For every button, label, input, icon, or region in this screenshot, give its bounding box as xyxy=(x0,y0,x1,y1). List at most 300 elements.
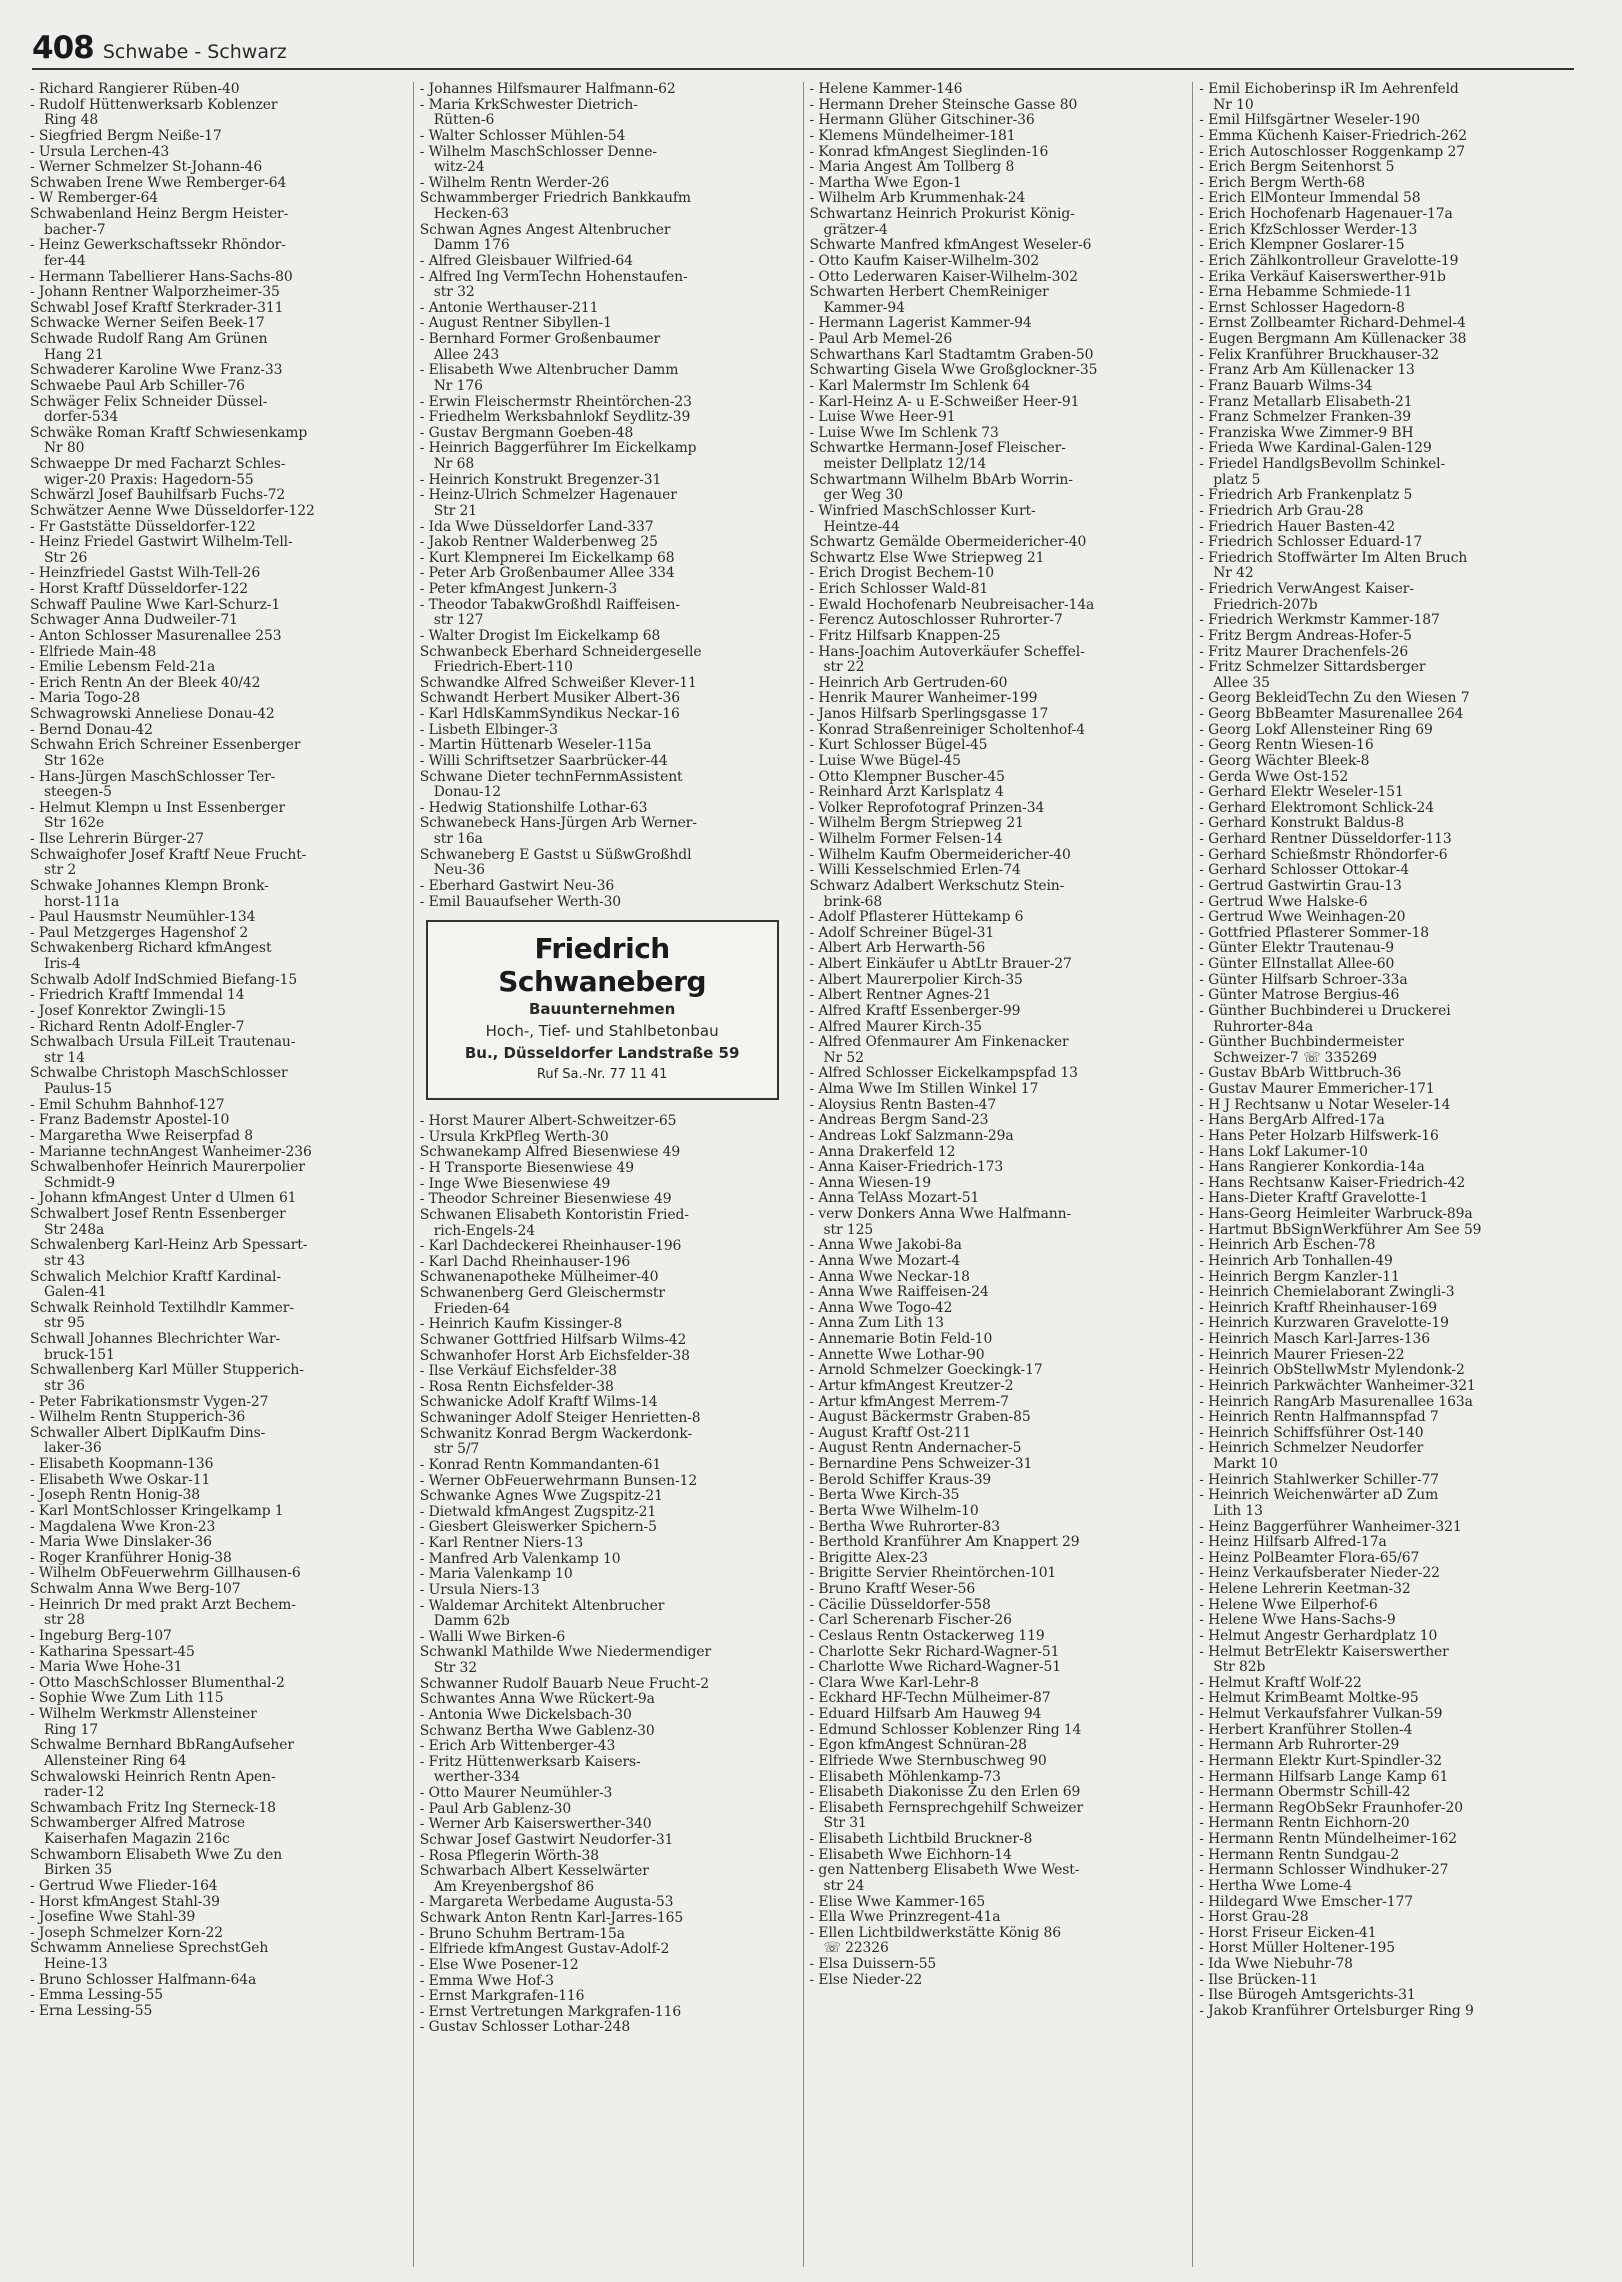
directory-entry: - Josefine Wwe Stahl-39 xyxy=(30,1910,196,1926)
directory-entry: - Elisabeth Wwe Altenbrucher Damm xyxy=(419,363,679,379)
directory-entry: - Elisabeth Lichtbild Bruckner-8 xyxy=(809,1832,1033,1847)
directory-entry: Schwan Agnes Angest Altenbrucher xyxy=(419,222,671,238)
directory-entry: Schwalbach Ursula FilLeit Trautenau- xyxy=(30,1035,296,1051)
directory-entry: - Emma Lessing-55 xyxy=(30,1988,163,2004)
directory-entry: Schwanekamp Alfred Biesenwiese 49 xyxy=(419,1145,681,1161)
directory-entry: Schwalenberg Karl-Heinz Arb Spessart- xyxy=(30,1238,308,1254)
directory-entry: - Gertrud Wwe Flieder-164 xyxy=(30,1878,218,1894)
directory-entry: rich-Engels-24 xyxy=(433,1223,535,1239)
directory-entry: str 14 xyxy=(44,1050,85,1066)
directory-entry: - Felix Kranführer Bruckhauser-32 xyxy=(1199,347,1440,363)
directory-entry: - August Kraftf Ost-211 xyxy=(809,1425,972,1441)
directory-entry: - Otto Klempner Buscher-45 xyxy=(809,769,1005,785)
directory-entry: - Bertha Wwe Ruhrorter-83 xyxy=(809,1519,1001,1535)
directory-entry: - Egon kfmAngest Schnüran-28 xyxy=(809,1738,1027,1754)
directory-entry: Schwarting Gisela Wwe Großglockner-35 xyxy=(809,363,1098,379)
directory-entry: - Hans Lokf Lakumer-10 xyxy=(1199,1144,1368,1160)
directory-entry: Str 248a xyxy=(44,1222,105,1238)
directory-entry: - Erich ElMonteur Immendal 58 xyxy=(1199,191,1421,207)
directory-entry: - Gerhard Elektromont Schlick-24 xyxy=(1199,800,1435,816)
directory-entry: - Volker Reprofotograf Prinzen-34 xyxy=(809,800,1045,816)
directory-entry: - Heinrich Schmelzer Neudorfer xyxy=(1199,1441,1424,1457)
ad-company-name: Friedrich Schwaneberg xyxy=(498,932,707,999)
directory-entry: Schwalb Adolf IndSchmied Biefang-15 xyxy=(30,972,298,988)
directory-entry: Schwagrowski Anneliese Donau-42 xyxy=(30,707,275,722)
directory-entry: - Elisabeth Möhlenkamp-73 xyxy=(809,1769,1001,1785)
directory-entry: bacher-7 xyxy=(44,222,106,238)
directory-entry: Schwane Dieter technFernmAssistent xyxy=(419,769,683,785)
directory-entry: - Anna Wwe Togo-42 xyxy=(809,1300,953,1316)
directory-entry: - Heinrich Schiffsführer Ost-140 xyxy=(1199,1425,1424,1441)
directory-entry: - Heinrich Weichenwärter aD Zum xyxy=(1199,1488,1439,1504)
directory-entry: - Gustav BbArb Wittbruch-36 xyxy=(1199,1066,1402,1082)
directory-entry: - Maria Wwe Dinslaker-36 xyxy=(30,1535,212,1551)
directory-entry: - Gustav Bergmann Goeben-48 xyxy=(419,425,634,441)
directory-entry: Schwallenberg Karl Müller Stupperich- xyxy=(30,1363,304,1379)
directory-entry: - Heinrich Rentn Halfmannspfad 7 xyxy=(1199,1410,1439,1426)
directory-entry: - Gustav Maurer Emmericher-171 xyxy=(1199,1082,1435,1097)
directory-entry: Schwanitz Konrad Bergm Wackerdonk- xyxy=(419,1426,693,1442)
directory-entry: Schwärzl Josef Bauhilfsarb Fuchs-72 xyxy=(30,488,286,504)
directory-entry: str 125 xyxy=(823,1222,874,1238)
directory-column-2 xyxy=(413,82,803,2267)
directory-entry: - August Bäckermstr Graben-85 xyxy=(809,1410,1031,1426)
directory-entry: Str 32 xyxy=(433,1661,477,1676)
directory-entry: - Friedrich Stoffwärter Im Alten Bruch xyxy=(1199,550,1468,566)
directory-entry: - Ursula Lerchen-43 xyxy=(30,144,170,160)
directory-entry: Schwar Josef Gastwirt Neudorfer-31 xyxy=(419,1832,674,1848)
directory-entry: - Gertrud Wwe Halske-6 xyxy=(1199,894,1368,910)
directory-entry: - Helmut Klempn u Inst Essenberger xyxy=(30,800,286,816)
directory-entry: - Günter ElInstallat Allee-60 xyxy=(1199,957,1395,972)
directory-entry: - Charlotte Sekr Richard-Wagner-51 xyxy=(809,1644,1060,1660)
directory-entry: - Emil Eichoberinsp iR Im Aehrenfeld xyxy=(1199,82,1459,97)
directory-entry: - Heinz Verkaufsberater Nieder-22 xyxy=(1199,1566,1440,1582)
directory-entry: - Richard Rangierer Rüben-40 xyxy=(30,82,240,97)
directory-entry: - Arnold Schmelzer Goeckingk-17 xyxy=(809,1363,1043,1379)
directory-entry: - Adolf Schreiner Bügel-31 xyxy=(809,925,995,941)
directory-entry: - Konrad Rentn Kommandanten-61 xyxy=(419,1457,662,1473)
ad-business-type: Bauunternehmen xyxy=(528,1000,676,1019)
directory-entry: - Anna TelAss Mozart-51 xyxy=(809,1191,980,1207)
directory-entry: Schwäger Felix Schneider Düssel- xyxy=(30,394,268,410)
directory-entry: - Wilhelm Kaufm Obermeidericher-40 xyxy=(809,847,1071,863)
directory-entry: platz 5 xyxy=(1213,472,1261,488)
directory-entry: Str 162e xyxy=(44,753,105,769)
directory-entry: - Ceslaus Rentn Ostackerweg 119 xyxy=(809,1628,1045,1644)
directory-entry: - Antonia Wwe Dickelsbach-30 xyxy=(419,1707,632,1723)
directory-entry: Hecken-63 xyxy=(433,207,509,222)
directory-entry: - Heinrich Stahlwerker Schiller-77 xyxy=(1199,1472,1439,1488)
directory-entry: Allee 35 xyxy=(1213,675,1270,691)
directory-entry: - Bernd Donau-42 xyxy=(30,722,153,738)
directory-entry: - Katharina Spessart-45 xyxy=(30,1644,195,1660)
directory-entry: - Heinrich Maurer Friesen-22 xyxy=(1199,1347,1405,1363)
directory-entry: - Heinrich Masch Karl-Jarres-136 xyxy=(1199,1332,1431,1347)
directory-entry: - Günter Hilfsarb Schroer-33a xyxy=(1199,972,1408,988)
directory-entry: - Jakob Kranführer Ortelsburger Ring 9 xyxy=(1199,2003,1474,2019)
directory-entry: - Elfriede kfmAngest Gustav-Adolf-2 xyxy=(419,1942,670,1958)
directory-entry: - Emil Schuhm Bahnhof-127 xyxy=(30,1097,225,1113)
directory-entry: - Karl Malermstr Im Schlenk 64 xyxy=(809,378,1030,394)
directory-entry: - Eberhard Gastwirt Neu-36 xyxy=(419,878,615,894)
directory-entry: - Erich Arb Wittenberger-43 xyxy=(419,1739,616,1755)
directory-entry: bruck-151 xyxy=(44,1347,115,1363)
directory-entry: - Albert Maurerpolier Kirch-35 xyxy=(809,972,1023,988)
directory-entry: Hang 21 xyxy=(44,347,104,363)
directory-entry: - Erich Bergm Seitenhorst 5 xyxy=(1199,160,1395,176)
directory-entry: - Elisabeth Fernsprechgehilf Schweizer xyxy=(809,1800,1084,1816)
directory-entry: dorfer-534 xyxy=(44,410,119,426)
directory-entry: - Franz Bademstr Apostel-10 xyxy=(30,1113,230,1129)
directory-entry: - Hans Rangierer Konkordia-14a xyxy=(1199,1160,1425,1176)
directory-entry: - Andreas Bergm Sand-23 xyxy=(809,1113,989,1129)
directory-entry: Kammer-94 xyxy=(823,300,905,316)
directory-entry: - Elisabeth Wwe Oskar-11 xyxy=(30,1472,211,1488)
directory-entry: - Eckhard HF-Techn Mülheimer-87 xyxy=(809,1691,1051,1707)
directory-column-3 xyxy=(803,82,1193,2267)
directory-entry: - Kurt Klempnerei Im Eickelkamp 68 xyxy=(419,550,675,566)
directory-entry: - Ferencz Autoschlosser Ruhrorter-7 xyxy=(809,613,1063,629)
directory-entry: Ring 17 xyxy=(44,1722,99,1738)
directory-entry: - Antonie Werthauser-211 xyxy=(419,300,599,316)
directory-entry: - Brigitte Alex-23 xyxy=(809,1550,928,1566)
directory-entry: - Gerhard Elektr Weseler-151 xyxy=(1199,785,1404,801)
directory-entry: - Wilhelm Werkmstr Allensteiner xyxy=(30,1707,257,1722)
directory-entry: - Manfred Arb Valenkamp 10 xyxy=(419,1551,621,1567)
directory-entry: - Fritz Maurer Drachenfels-26 xyxy=(1199,644,1409,660)
directory-entry: - Erich Schlosser Wald-81 xyxy=(809,582,989,597)
directory-entry: - Heinz Friedel Gastwirt Wilhelm-Tell- xyxy=(30,535,293,551)
directory-entry: - Heinrich Parkwächter Wanheimer-321 xyxy=(1199,1378,1476,1394)
directory-entry: Paulus-15 xyxy=(44,1082,112,1097)
directory-entry: Schwaneberg E Gastst u SüßwGroßhdl xyxy=(419,847,692,863)
directory-entry: brink-68 xyxy=(823,894,883,910)
directory-entry: - Paul Metzgerges Hagenshof 2 xyxy=(30,925,249,941)
directory-entry: - Erna Lessing-55 xyxy=(30,2003,153,2019)
directory-entry: - Erich Klempner Goslarer-15 xyxy=(1199,238,1405,254)
directory-entry: - Konrad kfmAngest Sieglinden-16 xyxy=(809,144,1049,160)
directory-entry: - Peter kfmAngest Junkern-3 xyxy=(419,582,618,597)
directory-entry: - H Transporte Biesenwiese 49 xyxy=(419,1161,635,1176)
directory-entry: Schmidt-9 xyxy=(44,1175,115,1191)
directory-entry: - Roger Kranführer Honig-38 xyxy=(30,1550,232,1566)
directory-entry: - Anna Wwe Mozart-4 xyxy=(809,1253,961,1269)
directory-entry: - Hermann Lagerist Kammer-94 xyxy=(809,316,1032,332)
directory-entry: - Karl Dachd Rheinhauser-196 xyxy=(419,1254,631,1270)
directory-entry: - Ernst Vertretungen Markgrafen-116 xyxy=(419,2004,682,2020)
directory-entry: - Hermann Hilfsarb Lange Kamp 61 xyxy=(1199,1769,1449,1785)
directory-entry: - Karl Rentner Niers-13 xyxy=(419,1536,584,1551)
directory-entry: - Janos Hilfsarb Sperlingsgasse 17 xyxy=(809,707,1049,722)
directory-entry: - Heinz Baggerführer Wanheimer-321 xyxy=(1199,1519,1462,1535)
directory-entry: - Erich KfzSchlosser Werder-13 xyxy=(1199,222,1418,238)
ad-services: Hoch-, Tief- und Stahlbetonbau xyxy=(485,1022,719,1041)
directory-entry: - Hermann Elektr Kurt-Spindler-32 xyxy=(1199,1753,1442,1769)
directory-entry: - Fr Gaststätte Düsseldorfer-122 xyxy=(30,519,256,535)
directory-entry: - Heinrich Arb Gertruden-60 xyxy=(809,675,1008,691)
directory-entry: - Peter Arb Großenbaumer Allee 334 xyxy=(419,566,675,582)
directory-entry: - Annemarie Botin Feld-10 xyxy=(809,1332,993,1347)
directory-entry: horst-111a xyxy=(44,894,120,910)
directory-entry: Schwalbert Josef Rentn Essenberger xyxy=(30,1207,286,1222)
directory-entry: str 16a xyxy=(433,832,483,847)
directory-entry: - Ernst Schlosser Hagedorn-8 xyxy=(1199,300,1405,316)
directory-entry: - Maria Angest Am Tollberg 8 xyxy=(809,160,1015,176)
directory-entry: Schwandke Alfred Schweißer Klever-11 xyxy=(419,675,697,691)
directory-entry: str 36 xyxy=(44,1378,85,1394)
directory-entry: - Luise Wwe Heer-91 xyxy=(809,410,956,426)
directory-entry: - Berta Wwe Kirch-35 xyxy=(809,1488,960,1504)
directory-entry: - Heinrich Konstrukt Bregenzer-31 xyxy=(419,472,662,488)
directory-entry: - Heinrich Dr med prakt Arzt Bechem- xyxy=(30,1597,296,1613)
directory-column-4 xyxy=(1192,82,1582,2267)
directory-entry: - Georg Wächter Bleek-8 xyxy=(1199,753,1370,769)
directory-entry: - Hartmut BbSignWerkführer Am See 59 xyxy=(1199,1222,1482,1238)
directory-entry: - Gustav Schlosser Lothar-248 xyxy=(419,2020,631,2036)
directory-entry: - Joseph Schmelzer Korn-22 xyxy=(30,1925,224,1941)
directory-entry: Nr 10 xyxy=(1213,97,1254,113)
directory-entry: str 22 xyxy=(823,660,865,676)
directory-entry: - Rosa Rentn Eichsfelder-38 xyxy=(419,1379,614,1395)
directory-entry: Schwager Anna Dudweiler-71 xyxy=(30,613,238,629)
directory-entry: Schwahn Erich Schreiner Essenberger xyxy=(30,738,301,754)
directory-entry: - Werner Schmelzer St-Johann-46 xyxy=(30,160,263,176)
directory-entry: Schwade Rudolf Rang Am Grünen xyxy=(30,332,268,347)
directory-entry: Schwanenapotheke Mülheimer-40 xyxy=(419,1270,659,1286)
directory-entry: - Georg BbBeamter Masurenallee 264 xyxy=(1199,707,1464,722)
directory-entry: - Heinrich Arb Eschen-78 xyxy=(1199,1238,1376,1254)
directory-entry: - Günter Elektr Trautenau-9 xyxy=(1199,941,1395,957)
directory-entry: - Ingeburg Berg-107 xyxy=(30,1628,172,1644)
directory-entry: - Wilhelm Arb Krummenhak-24 xyxy=(809,191,1026,207)
directory-entry: - Hans-Jürgen MaschSchlosser Ter- xyxy=(30,769,276,785)
directory-entry: - Wilhelm Rentn Werder-26 xyxy=(419,175,610,191)
directory-entry: - Paul Arb Memel-26 xyxy=(809,332,953,347)
directory-entry: - Wilhelm Rentn Stupperich-36 xyxy=(30,1410,246,1426)
directory-entry: - Rudolf Hüttenwerksarb Koblenzer xyxy=(30,97,278,113)
directory-entry: - Hildegard Wwe Emscher-177 xyxy=(1199,1894,1413,1910)
directory-entry: - Georg Lokf Allensteiner Ring 69 xyxy=(1199,722,1433,738)
directory-entry: - Lisbeth Elbinger-3 xyxy=(419,722,558,738)
directory-entry: Schwanke Agnes Wwe Zugspitz-21 xyxy=(419,1489,663,1505)
directory-entry: - Maria Wwe Hohe-31 xyxy=(30,1660,183,1676)
directory-entry: - Walter Drogist Im Eickelkamp 68 xyxy=(419,628,661,644)
directory-entry: - Anna Wwe Raiffeisen-24 xyxy=(809,1285,989,1301)
directory-entry: Schwartmann Wilhelm BbArb Worrin- xyxy=(809,472,1073,488)
directory-entry: - Heinrich Bergm Kanzler-11 xyxy=(1199,1269,1400,1285)
directory-entry: - Heinz Gewerkschaftssekr Rhöndor- xyxy=(30,238,286,254)
directory-entry: - Berta Wwe Wilhelm-10 xyxy=(809,1503,979,1519)
directory-entry: Schwalich Melchior Kraftf Kardinal- xyxy=(30,1269,281,1285)
directory-entry: - Hermann Dreher Steinsche Gasse 80 xyxy=(809,97,1078,113)
directory-entry: Ruhrorter-84a xyxy=(1213,1019,1314,1035)
directory-entry: - Hans Peter Holzarb Hilfswerk-16 xyxy=(1199,1128,1439,1144)
directory-entry: - Heinrich RangArb Masurenallee 163a xyxy=(1199,1394,1473,1410)
directory-entry: - Joseph Rentn Honig-38 xyxy=(30,1488,201,1504)
directory-entry: Donau-12 xyxy=(433,785,501,801)
directory-entry: - Erich Drogist Bechem-10 xyxy=(809,566,994,582)
directory-entry: - Hermann Glüher Gitschiner-36 xyxy=(809,113,1035,129)
directory-entry: - Luise Wwe Bügel-45 xyxy=(809,753,961,769)
directory-entry: - Franz Arb Am Küllenacker 13 xyxy=(1199,363,1415,379)
directory-entry: - Siegfried Bergm Neiße-17 xyxy=(30,128,222,144)
directory-entry: Lith 13 xyxy=(1213,1503,1263,1519)
directory-entry: - Gottfried Pflasterer Sommer-18 xyxy=(1199,925,1430,941)
directory-entry: Schwartz Else Wwe Striepweg 21 xyxy=(809,550,1045,566)
directory-entry: - Otto Lederwaren Kaiser-Wilhelm-302 xyxy=(809,269,1078,285)
directory-entry: - Gerhard Schießmstr Rhöndorfer-6 xyxy=(1199,847,1448,863)
directory-entry: fer-44 xyxy=(44,253,86,269)
directory-entry: - Bernhard Former Großenbaumer xyxy=(419,332,661,347)
directory-entry: - Helmut Verkaufsfahrer Vulkan-59 xyxy=(1199,1707,1443,1722)
directory-entry: - Ernst Zollbeamter Richard-Dehmel-4 xyxy=(1199,316,1466,332)
directory-entry: Schwammberger Friedrich Bankkaufm xyxy=(419,191,691,207)
directory-entry: - Jakob Rentner Walderbenweg 25 xyxy=(419,535,658,551)
directory-entry: - Ellen Lichtbildwerkstätte König 86 xyxy=(809,1925,1061,1941)
directory-entry: Schwarz Adalbert Werkschutz Stein- xyxy=(809,878,1065,894)
directory-column-1 xyxy=(30,82,413,2267)
directory-entry: - Winfried MaschSchlosser Kurt- xyxy=(809,503,1036,519)
directory-entry: - Helene Kammer-146 xyxy=(809,82,963,97)
directory-entry: - Hermann Schlosser Windhuker-27 xyxy=(1199,1863,1449,1879)
directory-entry: - Heinz Hilfsarb Alfred-17a xyxy=(1199,1535,1387,1551)
directory-entry: Schwartanz Heinrich Prokurist König- xyxy=(809,207,1075,222)
directory-entry: - Alfred Ing VermTechn Hohenstaufen- xyxy=(419,269,688,285)
directory-entry: - Emil Bauaufseher Werth-30 xyxy=(419,894,622,910)
directory-entry: - Georg BekleidTechn Zu den Wiesen 7 xyxy=(1199,691,1470,707)
directory-entry: - Andreas Lokf Salzmann-29a xyxy=(809,1128,1014,1144)
directory-entry: - Friedrich Werkmstr Kammer-187 xyxy=(1199,613,1440,629)
directory-entry: - Eugen Bergmann Am Küllenacker 38 xyxy=(1199,332,1467,347)
directory-entry: - Brigitte Servier Rheintörchen-101 xyxy=(809,1566,1057,1582)
directory-entry: - Inge Wwe Biesenwiese 49 xyxy=(419,1176,611,1192)
directory-entry: Schwaninger Adolf Steiger Henrietten-8 xyxy=(419,1411,701,1426)
directory-entry: Schwaner Gottfried Hilfsarb Wilms-42 xyxy=(419,1332,687,1348)
directory-entry: Damm 176 xyxy=(433,238,510,254)
directory-entry: - Gerhard Schlosser Ottokar-4 xyxy=(1199,863,1409,879)
directory-entry: - Klemens Mündelheimer-181 xyxy=(809,128,1016,144)
directory-entry: Schwartke Hermann-Josef Fleischer- xyxy=(809,441,1066,457)
directory-entry: - Margaretha Wwe Reiserpfad 8 xyxy=(30,1128,253,1144)
directory-entry: Schwandt Herbert Musiker Albert-36 xyxy=(419,691,680,707)
directory-entry: - Heinrich Baggerführer Im Eickelkamp xyxy=(419,441,697,457)
directory-entry: Schwalbenhofer Heinrich Maurerpolier xyxy=(30,1160,305,1176)
directory-entry: - Hans BergArb Alfred-17a xyxy=(1199,1113,1385,1129)
directory-entry: Schwark Anton Rentn Karl-Jarres-165 xyxy=(419,1911,684,1926)
directory-entry: - Elisabeth Wwe Eichhorn-14 xyxy=(809,1847,1012,1863)
directory-entry: - Albert Rentner Agnes-21 xyxy=(809,988,992,1004)
directory-entry: - Helmut KrimBeamt Moltke-95 xyxy=(1199,1691,1419,1707)
directory-entry: str 5/7 xyxy=(433,1442,480,1458)
directory-entry: Schwanen Elisabeth Kontoristin Fried- xyxy=(419,1207,689,1223)
directory-entry: - Heinrich Arb Tonhallen-49 xyxy=(1199,1253,1393,1269)
directory-entry: Allee 243 xyxy=(433,347,500,363)
directory-entry: - Helene Wwe Eilperhof-6 xyxy=(1199,1597,1378,1613)
directory-entry: Schwaebe Paul Arb Schiller-76 xyxy=(30,378,245,394)
directory-entry: Schwarten Herbert ChemReiniger xyxy=(809,285,1049,301)
directory-entry: Schweizer-7 ☏ 335269 xyxy=(1213,1050,1377,1066)
directory-entry: Schwaighofer Josef Kraftf Neue Frucht- xyxy=(30,847,307,863)
directory-entry: meister Dellplatz 12/14 xyxy=(823,457,987,472)
directory-entry: - Ida Wwe Niebuhr-78 xyxy=(1199,1957,1353,1972)
directory-entry: - Artur kfmAngest Merrem-7 xyxy=(809,1394,1009,1410)
directory-entry: - Helene Lehrerin Keetman-32 xyxy=(1199,1582,1411,1597)
directory-entry: - Erich Hochofenarb Hagenauer-17a xyxy=(1199,207,1453,222)
directory-entry: - Maria Valenkamp 10 xyxy=(419,1567,573,1583)
directory-entry: - Friedrich Kraftf Immendal 14 xyxy=(30,988,245,1004)
directory-entry: - Frieda Wwe Kardinal-Galen-129 xyxy=(1199,441,1432,457)
directory-entry: - Helmut BetrElektr Kaiserswerther xyxy=(1199,1644,1449,1660)
directory-entry: - Hermann RegObSekr Fraunhofer-20 xyxy=(1199,1800,1463,1816)
directory-entry: str 24 xyxy=(823,1878,865,1894)
directory-entry: Schwartz Gemälde Obermeidericher-40 xyxy=(809,535,1087,551)
directory-entry: - Aloysius Rentn Basten-47 xyxy=(809,1097,997,1113)
directory-entry: - Else Wwe Posener-12 xyxy=(419,1957,579,1973)
directory-entry: - Gerhard Rentner Düsseldorfer-113 xyxy=(1199,832,1452,847)
directory-entry: - Artur kfmAngest Kreutzer-2 xyxy=(809,1378,1014,1394)
directory-entry: - Ida Wwe Düsseldorfer Land-337 xyxy=(419,519,654,535)
directory-entry: - Paul Hausmstr Neumühler-134 xyxy=(30,910,256,926)
directory-entry: Iris-4 xyxy=(44,957,81,972)
page-number: 408 xyxy=(32,30,94,66)
directory-entry: - Erwin Fleischermstr Rheintörchen-23 xyxy=(419,394,692,410)
directory-entry: - Elisabeth Koopmann-136 xyxy=(30,1457,214,1472)
directory-entry: - Heinrich Kaufm Kissinger-8 xyxy=(419,1317,623,1333)
directory-entry: Schwäke Roman Kraftf Schwiesenkamp xyxy=(30,425,308,441)
directory-entry: - Alfred Kraftf Essenberger-99 xyxy=(809,1003,1021,1019)
directory-entry: - Hermann Arb Ruhrorter-29 xyxy=(1199,1738,1400,1754)
directory-entry: - Heinrich Kraftf Rheinhauser-169 xyxy=(1199,1300,1437,1316)
directory-entry: Schwalme Bernhard BbRangAufseher xyxy=(30,1738,294,1754)
directory-entry: - Walter Schlosser Mühlen-54 xyxy=(419,128,626,144)
directory-entry: - Fritz Hüttenwerksarb Kaisers- xyxy=(419,1754,641,1770)
directory-entry: Frieden-64 xyxy=(433,1301,511,1317)
directory-entry: - Berthold Kranführer Am Knappert 29 xyxy=(809,1535,1080,1551)
ad-phone: Ruf Sa.-Nr. 77 11 41 xyxy=(536,1067,668,1083)
directory-entry: - Hans-Georg Heimleiter Warbruck-89a xyxy=(1199,1207,1473,1222)
directory-entry: - Eduard Hilfsarb Am Hauweg 94 xyxy=(809,1707,1042,1722)
directory-entry: - Otto Maurer Neumühler-3 xyxy=(419,1786,613,1801)
directory-entry: - Karl-Heinz A- u E-Schweißer Heer-91 xyxy=(809,394,1080,410)
directory-entry: - Friedrich Schlosser Eduard-17 xyxy=(1199,535,1423,551)
directory-entry: - Bruno Kraftf Weser-56 xyxy=(809,1582,976,1597)
directory-entry: Schwanner Rudolf Bauarb Neue Frucht-2 xyxy=(419,1676,709,1692)
directory-entry: - Ilse Verkäuf Eichsfelder-38 xyxy=(419,1364,617,1380)
directory-entry: - Otto Kaufm Kaiser-Wilhelm-302 xyxy=(809,253,1040,269)
directory-entry: str 127 xyxy=(433,613,484,629)
directory-entry: Schwaller Albert DiplKaufm Dins- xyxy=(30,1425,266,1441)
directory-entry: Schwanz Bertha Wwe Gablenz-30 xyxy=(419,1723,655,1739)
directory-entry: - Heinrich Chemielaborant Zwingli-3 xyxy=(1199,1285,1455,1301)
directory-entry: - Herbert Kranführer Stollen-4 xyxy=(1199,1722,1413,1738)
directory-entry: grätzer-4 xyxy=(823,222,888,238)
directory-entry: - Richard Rentn Adolf-Engler-7 xyxy=(30,1019,245,1035)
directory-entry: - Karl MontSchlosser Kringelkamp 1 xyxy=(30,1503,284,1519)
directory-entry: - Erich Bergm Werth-68 xyxy=(1199,175,1365,191)
directory-entry: - Alma Wwe Im Stillen Winkel 17 xyxy=(809,1082,1039,1097)
directory-entry: Schwabl Josef Kraftf Sterkrader-311 xyxy=(30,300,284,316)
directory-entry: - Reinhard Arzt Karlsplatz 4 xyxy=(809,785,1004,801)
directory-entry: - Anna Wwe Neckar-18 xyxy=(809,1269,970,1285)
directory-entry: - Gertrud Wwe Weinhagen-20 xyxy=(1199,910,1406,926)
directory-entry: - Rosa Pflegerin Wörth-38 xyxy=(419,1848,599,1864)
directory-entry: Heine-13 xyxy=(44,1957,108,1972)
directory-entry: - Gertrud Gastwirtin Grau-13 xyxy=(1199,878,1402,894)
directory-entry: - Gerda Wwe Ost-152 xyxy=(1199,769,1349,785)
directory-entry: Heintze-44 xyxy=(823,519,900,535)
directory-entry: - Friedrich Hauer Basten-42 xyxy=(1199,519,1396,535)
